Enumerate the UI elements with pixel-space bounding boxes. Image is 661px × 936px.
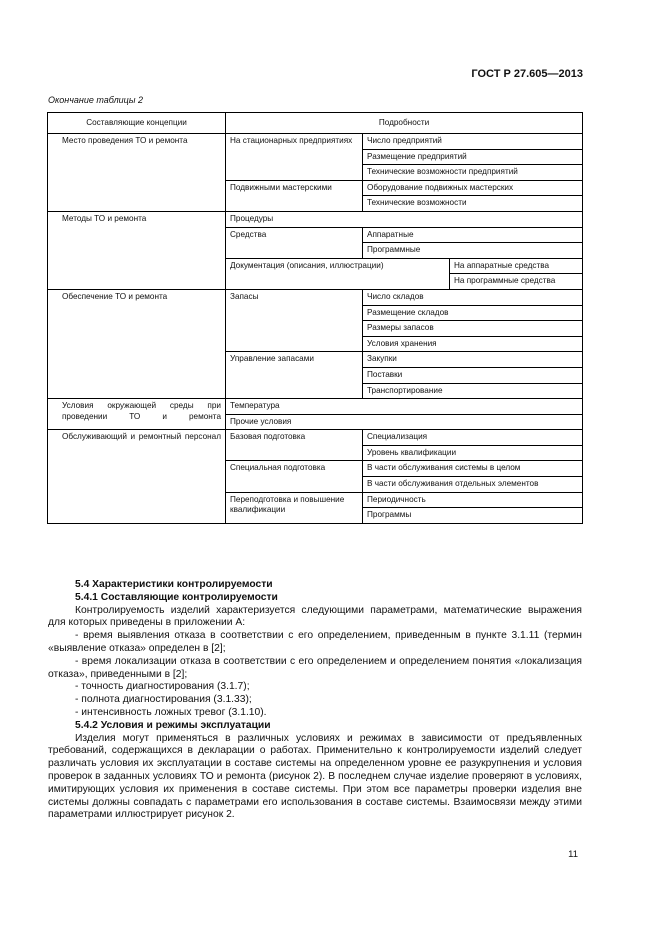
detail-cell: Поставки bbox=[363, 367, 583, 383]
detail-cell: Аппаратные bbox=[363, 227, 583, 243]
detail-cell: Переподготовка и повышение квалификации bbox=[226, 492, 363, 523]
detail-cell: Число предприятий bbox=[363, 134, 583, 150]
detail-cell: Запасы bbox=[226, 289, 363, 351]
page-number: 11 bbox=[568, 849, 578, 860]
subsection-heading: 5.4.2 Условия и режимы эксплуатации bbox=[75, 719, 271, 731]
detail-cell: Специальная подготовка bbox=[226, 461, 363, 492]
column-header: Подробности bbox=[226, 113, 583, 134]
paragraph: Изделия могут применяться в различных условиях и режимах в зависимости от предъявленных требований, содержащихся в декларации о работах. Применительно к контролируемости изделий следует различать условия их эксплуатации в составе системы на определенном уровне ее разукрупнения и условия проверок в заданных условиях ТО и ремонта (рисунок 2). В последнем случае изделие проверяют в условиях, имитирующих условия их применения в составе системы. При этом все параметры проверки изделия вне системы должны совпадать с параметрами его использования в составе системы. Взаимосвязи между этими параметрами иллюстрирует рисунок 2. bbox=[48, 732, 582, 821]
concept-cell: Обслуживающий и ремонтный персонал bbox=[48, 430, 226, 524]
detail-cell: Программные bbox=[363, 243, 583, 259]
concept-cell: Условия окружающей среды при проведении ТО и ремонта bbox=[48, 399, 226, 430]
detail-cell: Управление запасами bbox=[226, 352, 363, 399]
table-row bbox=[48, 430, 583, 446]
concept-cell: Методы ТО и ремонта bbox=[48, 211, 226, 289]
document-header: ГОСТ Р 27.605—2013 bbox=[471, 68, 583, 80]
table-caption: Окончание таблицы 2 bbox=[48, 95, 143, 105]
detail-cell: На программные средства bbox=[450, 274, 583, 290]
detail-cell: Документация (описания, иллюстрации) bbox=[226, 258, 450, 289]
detail-cell: На стационарных предприятиях bbox=[226, 134, 363, 181]
detail-cell: Периодичность bbox=[363, 492, 583, 508]
section-heading: 5.4 Характеристики контролируемости bbox=[75, 579, 273, 590]
table-header-row bbox=[48, 113, 583, 134]
detail-cell: Уровень квалификации bbox=[363, 445, 583, 461]
detail-cell: Транспортирование bbox=[363, 383, 583, 399]
list-item: - время выявления отказа в соответствии с его определением, приведенным в пункте 3.1.11 (термин «выявление отказа» определен в [2]; bbox=[48, 630, 582, 654]
concept-cell: Обеспечение ТО и ремонта bbox=[48, 289, 226, 398]
concept-table bbox=[47, 112, 583, 524]
list-item: - время локализации отказа в соответствии с его определением и определением понятия «локализация отказа», приведенными в [2]; bbox=[48, 655, 582, 680]
detail-cell: Размещение складов bbox=[363, 305, 583, 321]
detail-cell: Технические возможности bbox=[363, 196, 583, 212]
detail-cell: Размещение предприятий bbox=[363, 149, 583, 165]
detail-cell: Специализация bbox=[363, 430, 583, 446]
detail-cell: Процедуры bbox=[226, 211, 583, 227]
detail-cell: Условия хранения bbox=[363, 336, 583, 352]
subsection-heading: 5.4.1 Составляющие контролируемости bbox=[75, 591, 278, 603]
detail-cell: В части обслуживания системы в целом bbox=[363, 461, 583, 477]
detail-cell: На аппаратные средства bbox=[450, 258, 583, 274]
table-row bbox=[48, 399, 583, 415]
list-item: - полнота диагностирования (3.1.33); bbox=[75, 694, 252, 706]
detail-cell: Температура bbox=[226, 399, 583, 415]
table-row bbox=[48, 134, 583, 150]
detail-cell: Базовая подготовка bbox=[226, 430, 363, 461]
detail-cell: Программы bbox=[363, 508, 583, 524]
list-item: - точность диагностирования (3.1.7); bbox=[75, 681, 250, 693]
detail-cell: В части обслуживания отдельных элементов bbox=[363, 477, 583, 493]
table-row bbox=[48, 211, 583, 227]
table-row bbox=[48, 289, 583, 305]
detail-cell: Число складов bbox=[363, 289, 583, 305]
detail-cell: Размеры запасов bbox=[363, 321, 583, 337]
detail-cell: Оборудование подвижных мастерских bbox=[363, 180, 583, 196]
concept-cell: Место проведения ТО и ремонта bbox=[48, 134, 226, 212]
detail-cell: Технические возможности предприятий bbox=[363, 165, 583, 181]
detail-cell: Прочие условия bbox=[226, 414, 583, 430]
list-item: - интенсивность ложных тревог (3.1.10). bbox=[75, 706, 267, 718]
paragraph: Контролируемость изделий характеризуется следующими параметрами, математические выражения для которых приведены в приложении А: bbox=[48, 604, 582, 629]
detail-cell: Закупки bbox=[363, 352, 583, 368]
detail-cell: Средства bbox=[226, 227, 363, 258]
column-header: Составляющие концепции bbox=[48, 113, 226, 134]
detail-cell: Подвижными мастерскими bbox=[226, 180, 363, 211]
body-text bbox=[48, 579, 582, 822]
